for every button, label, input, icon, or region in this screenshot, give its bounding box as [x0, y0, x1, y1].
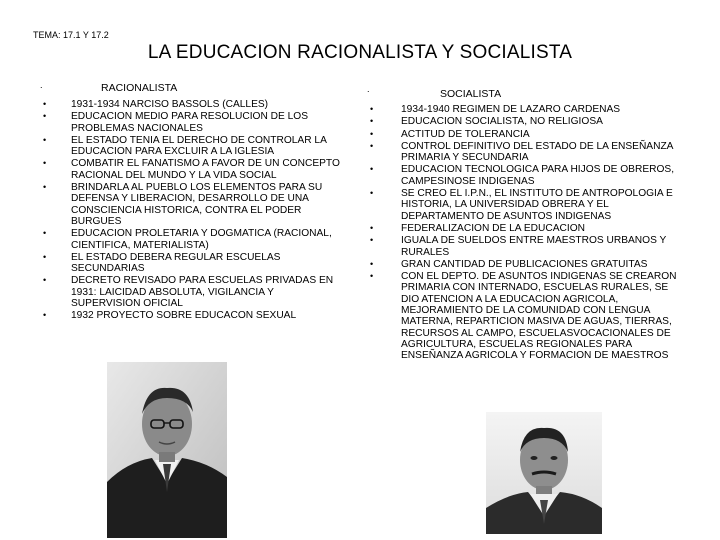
- bullet-icon: •: [370, 128, 374, 139]
- socialist-heading-row: [367, 86, 677, 100]
- bullet-icon: •: [370, 104, 374, 114]
- list-item: • EL ESTADO TENIA EL DERECHO DE CONTROLAR LA EDUCACION PARA EXCLUIR A LA IGLESIA: [43, 134, 327, 158]
- page-title: LA EDUCACION RACIONALISTA Y SOCIALISTA: [147, 42, 573, 63]
- list-item: • CONTROL DEFINITIVO DEL ESTADO DE LA ENSEÑANZA PRIMARIA Y SECUNDARIA: [370, 140, 673, 164]
- list-item: • EDUCACION PROLETARIA Y DOGMATICA (RACIONAL, CIENTIFICA, MATERIALISTA): [43, 228, 332, 251]
- rationalist-heading-row: [40, 82, 340, 96]
- bullet-icon: •: [370, 164, 374, 175]
- bullet-icon: •: [43, 228, 47, 239]
- list-item: • EDUCACION SOCIALISTA, NO RELIGIOSA: [370, 116, 603, 128]
- list-item: • EL ESTADO DEBERA REGULAR ESCUELAS SECUNDARIAS: [43, 251, 281, 275]
- portrait-photo-right: [486, 412, 602, 534]
- bullet-icon: •: [43, 158, 47, 169]
- bullet-icon: •: [370, 271, 374, 282]
- bullet-icon: •: [370, 140, 374, 151]
- bullet-icon: •: [43, 111, 47, 122]
- portrait-photo-left: [107, 362, 227, 538]
- topic-label: TEMA: 17.1 Y 17.2: [33, 30, 109, 40]
- list-item: • FEDERALIZACION DE LA EDUCACION: [370, 222, 585, 234]
- list-item: • 1931-1934 NARCISO BASSOLS (CALLES): [43, 99, 269, 110]
- list-item: • 1934-1940 REGIMEN DE LAZARO CARDENAS: [370, 104, 621, 115]
- bullet-icon: •: [370, 116, 374, 127]
- heading-bullet: .: [367, 84, 370, 94]
- bullet-icon: •: [43, 99, 47, 109]
- heading-bullet: .: [40, 80, 43, 90]
- rationalist-column: [40, 82, 340, 322]
- list-item: • CON EL DEPTO. DE ASUNTOS INDIGENAS SE CREARON PRIMARIA CON INTERNADO, ESCUELAS RURALES, SE DIO ATENCION A LA EDUCACION AGRICOLA, MEJORAMIENTO DE LA COMUNIDAD CON LENGUA MATERNA, REPARTICION MASIVA DE AGUAS, TIERRAS, RECURSOS AL CAMPO, ESCUELASVOCACIONALES DE AGRICULTURA, ESCUELAS REGIONALES PARA ENSEÑANZA AGRICOLA Y FORMACION DE MAESTROS: [370, 271, 677, 362]
- rationalist-heading: RACIONALISTA: [101, 82, 178, 94]
- list-item: • IGUALA DE SUELDOS ENTRE MAESTROS URBANOS Y RURALES: [370, 235, 667, 258]
- list-item: • 1932 PROYECTO SOBRE EDUCACON SEXUAL: [43, 310, 297, 322]
- list-item: • DECRETO REVISADO PARA ESCUELAS PRIVADAS EN 1931: LAICIDAD ABSOLUTA, VIGILANCIA Y SUPERVISION OFICIAL: [43, 275, 334, 310]
- list-item: • EDUCACION MEDIO PARA RESOLUCION DE LOS PROBLEMAS NACIONALES: [43, 111, 308, 134]
- bullet-icon: •: [43, 310, 47, 321]
- socialist-heading: SOCIALISTA: [440, 88, 502, 100]
- list-item: • BRINDARLA AL PUEBLO LOS ELEMENTOS PARA SU DEFENSA Y LIBERACION, DESARROLLO DE UNA CONSCIENCIA HISTORICA, CONTRA EL PODER BURGUES: [43, 182, 323, 227]
- bullet-icon: •: [370, 222, 374, 233]
- rationalist-list: [40, 99, 340, 322]
- list-item: • EDUCACION TECNOLOGICA PARA HIJOS DE OBREROS, CAMPESINOSE INDIGENAS: [370, 164, 675, 187]
- list-item: • COMBATIR EL FANATISMO A FAVOR DE UN CONCEPTO RACIONAL DEL MUNDO Y LA VIDA SOCIAL: [43, 158, 340, 181]
- list-item: • SE CREO EL I.P.N., EL INSTITUTO DE ANTROPOLOGIA E HISTORIA, LA UNIVERSIDAD OBRERA Y EL DEPARTAMENTO DE ASUNTOS INDIGENAS: [370, 188, 673, 222]
- bullet-icon: •: [43, 134, 47, 145]
- list-item: • GRAN CANTIDAD DE PUBLICACIONES GRATUITAS: [370, 258, 648, 270]
- list-item: • ACTITUD DE TOLERANCIA: [370, 128, 530, 140]
- bullet-icon: •: [370, 235, 374, 246]
- bullet-icon: •: [43, 251, 47, 262]
- bullet-icon: •: [43, 275, 47, 286]
- bullet-icon: •: [43, 182, 47, 193]
- bullet-icon: •: [370, 188, 374, 199]
- socialist-list: [367, 104, 677, 362]
- socialist-column: [367, 86, 677, 362]
- bullet-icon: •: [370, 258, 374, 269]
